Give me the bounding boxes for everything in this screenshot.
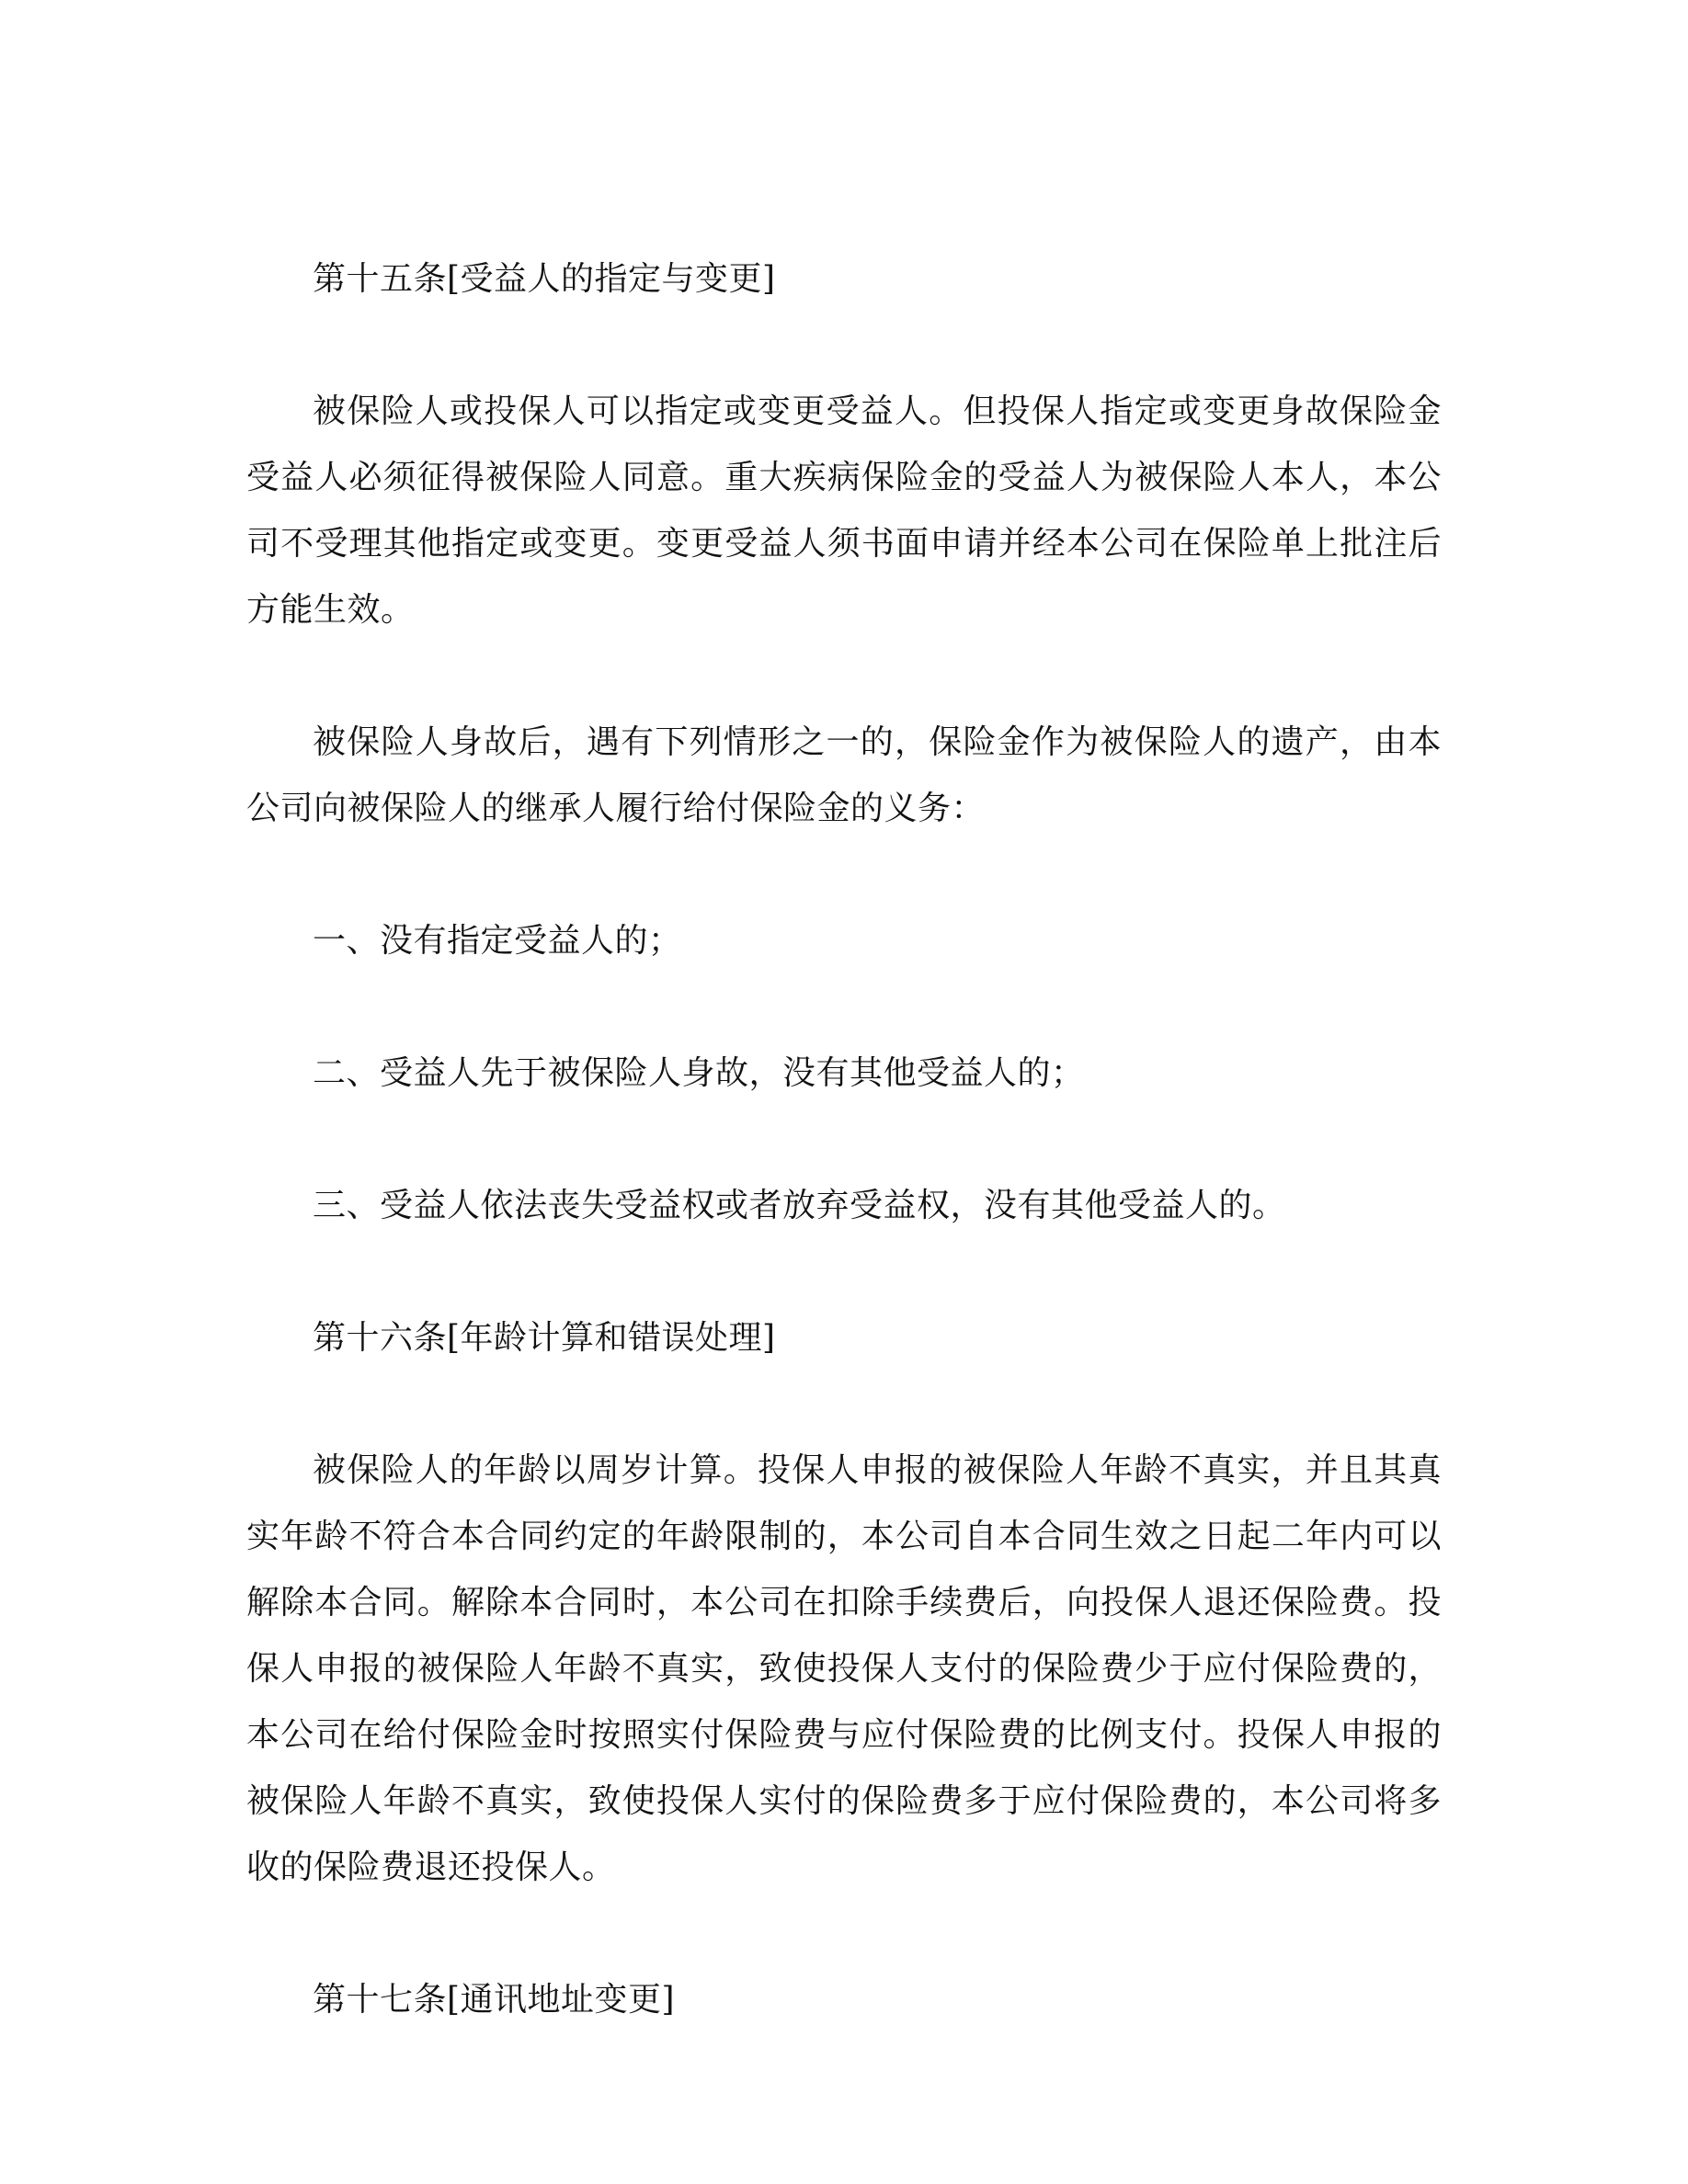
article-15-heading: 第十五条[受益人的指定与变更] [313,260,776,298]
estate-payment-paragraph: 被保险人身故后，遇有下列情形之一的，保险金作为被保险人的遗产，由本公司向被保险人的继承人履行给付保险金的义务： [246,723,1442,827]
list-item-1: 一、没有指定受益人的； [313,922,682,960]
article-17-heading: 第十七条[通讯地址变更] [313,1981,676,2019]
paragraph-gap [246,974,1442,1041]
paragraph-gap [246,842,1442,908]
beneficiary-designation-paragraph: 被保险人或投保人可以指定或变更受益人。但投保人指定或变更身故保险金受益人必须征得被保险人同意。重大疾病保险金的受益人为被保险人本人，本公司不受理其他指定或变更。变更受益人须书面申请并经本公司在保险单上批注后方能生效。 [246,392,1442,629]
age-calculation-paragraph: 被保险人的年龄以周岁计算。投保人申报的被保险人年龄不真实，并且其真实年龄不符合本合同约定的年龄限制的，本公司自本合同生效之日起二年内可以解除本合同。解除本合同时，本公司在扣除手续费后，向投保人退还保险费。投保人申报的被保险人年龄不真实，致使投保人支付的保险费少于应付保险费的，本公司在给付保险金时按照实付保险费与应付保险费的比例支付。投保人申报的被保险人年龄不真实，致使投保人实付的保险费多于应付保险费的，本公司将多收的保险费退还投保人。 [246,1451,1442,1886]
paragraph-gap [246,1901,1442,1967]
article-16-heading: 第十六条[年龄计算和错误处理] [313,1319,776,1357]
paragraph-gap [246,313,1442,379]
paragraph-gap [246,643,1442,710]
paragraph-gap [246,1107,1442,1173]
list-item-2: 二、受益人先于被保险人身故，没有其他受益人的； [313,1054,1085,1092]
paragraph-gap [246,1239,1442,1305]
document-body [246,246,1442,2033]
paragraph-gap [246,1371,1442,1438]
list-item-3: 三、受益人依法丧失受益权或者放弃受益权，没有其他受益人的。 [313,1187,1286,1224]
